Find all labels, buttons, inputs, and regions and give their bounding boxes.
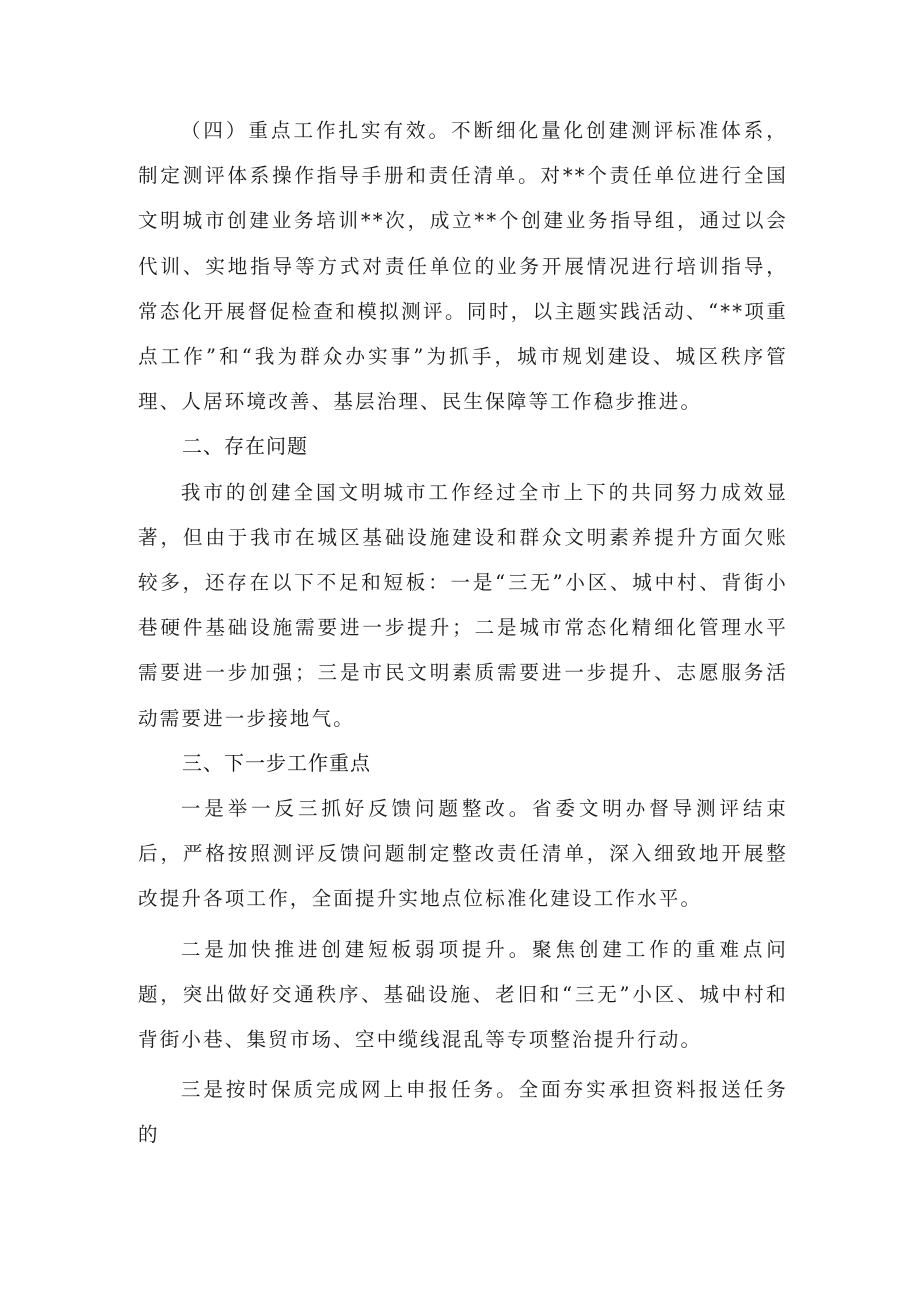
paragraph-problems: 我市的创建全国文明城市工作经过全市上下的共同努力成效显著，但由于我市在城区基础设施建设和群众文明素养提升方面欠账较多，还存在以下不足和短板：一是“三无”小区、城中村、背街小巷硬件基础设施需要进一步提升；二是城市常态化精细化管理水平需要进一步加强；三是市民文明素质需要进一步提升、志愿服务活动需要进一步接地气。: [138, 480, 788, 730]
paragraph-next-step-2: 二是加快推进创建短板弱项提升。聚焦创建工作的重难点问题，突出做好交通秩序、基础设施、老旧和“三无”小区、城中村和背街小巷、集贸市场、空中缆线混乱等专项整治提升行动。: [138, 937, 788, 1052]
heading-existing-problems: 二、存在问题: [182, 434, 308, 459]
paragraph-next-step-3: 三是按时保质完成网上申报任务。全面夯实承担资料报送任务的: [138, 1078, 788, 1147]
paragraph-next-step-1: 一是举一反三抓好反馈问题整改。省委文明办督导测评结束后，严格按照测评反馈问题制定整改责任清单，深入细致地开展整改提升各项工作，全面提升实地点位标准化建设工作水平。: [138, 797, 788, 911]
document-body: [138, 108, 788, 1158]
heading-next-steps: 三、下一步工作重点: [182, 750, 371, 775]
paragraph-key-work: （四）重点工作扎实有效。不断细化量化创建测评标准体系，制定测评体系操作指导手册和责任清单。对**个责任单位进行全国文明城市创建业务培训**次，成立**个创建业务指导组，通过以会代训、实地指导等方式对责任单位的业务开展情况进行培训指导，常态化开展督促检查和模拟测评。同时，以主题实践活动、“**项重点工作”和“我为群众办实事”为抓手，城市规划建设、城区秩序管理、人居环境改善、基层治理、民生保障等工作稳步推进。: [138, 119, 788, 414]
